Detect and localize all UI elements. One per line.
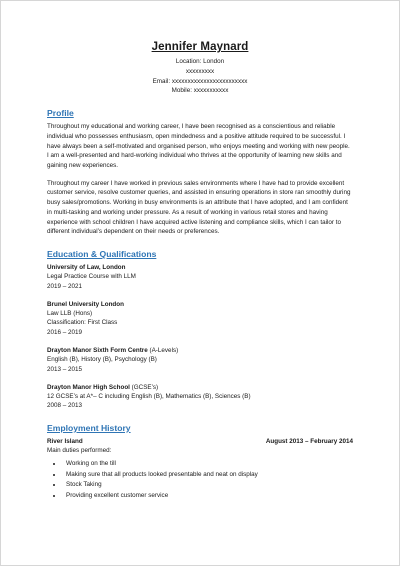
education-institution-line [47,346,353,355]
education-entry [47,346,353,374]
profile-paragraph: Throughout my career I have worked in previous sales environments where I have had to provide excellent customer service, resolve customer queries, and assisted in ensuring operations in store ran smoothly during busy sales/promotions. Working in busy environments is an attribute that I have adopted, and I am confident in multi-tasking and working under pressure. As a result of working in various retail stores and having experience with school children I have acquired active listening and compliance skills, which I can tailor to different individual’s dependent on their needs or preferences. [47,179,351,236]
institution-name: Drayton Manor High School [47,383,130,391]
institution-name: Brunel University London [47,300,124,308]
education-institution-line [47,300,353,309]
masked-contact-line: xxxxxxxxx [185,67,215,75]
employment-dates: August 2013 – February 2014 [265,437,353,445]
duties-list [47,459,353,501]
duty-item: • Working on the till [63,459,353,469]
qualification-line: Law LLB (Hons) [47,310,93,318]
institution-suffix: (A-Levels) [147,347,179,354]
profile-heading: Profile [47,108,74,119]
education-heading: Education & Qualifications [47,248,157,259]
institution-suffix: (GCSE’s) [129,383,159,391]
education-institution-line [47,263,353,272]
profile-paragraph: Throughout my educational and working career, I have been recognised as a conscientious and reliable individual who possesses enthusiasm, open mindedness and a positive attitude required to be successful. I have always been a self-motivated and organised person, who enjoys meeting and working with new people. I am a well-presented and hard-working individual who thrives at the opportunity of learning new skills and gaining new experiences. [47,123,350,169]
institution-name: University of Law, London [47,263,126,271]
classification-line: Classification: First Class [47,319,118,327]
duty-item: • Stock Taking [63,480,353,490]
qualification-line: Legal Practice Course with LLM [47,273,136,281]
education-entry [47,263,353,291]
duty-item: • Providing excellent customer service [63,491,353,501]
employer-name: River Island [47,437,83,445]
education-years: 2016 – 2019 [47,328,83,336]
job-header-row [47,437,353,446]
cv-header [47,41,353,96]
education-years: 2008 – 2013 [47,402,83,410]
mobile-line: Mobile: xxxxxxxxxxx [171,87,229,95]
employment-heading: Employment History [47,422,131,433]
duty-item: • Making sure that all products looked presentable and neat on display [63,470,353,480]
qualification-line: English (B), History (B), Psychology (B) [47,356,157,364]
education-institution-line [47,383,353,392]
institution-name: Drayton Manor Sixth Form Centre [47,347,148,354]
location-line: Location: London [175,58,225,65]
email-line: Email: xxxxxxxxxxxxxxxxxxxxxxxx [152,77,248,85]
candidate-name: Jennifer Maynard [151,41,249,53]
education-entry [47,300,353,337]
job-entry [47,437,353,501]
duties-label: Main duties performed: [47,447,112,455]
education-years: 2019 – 2021 [47,282,83,290]
qualification-line: 12 GCSE’s at A*– C including English (B), Mathematics (B), Sciences (B) [47,393,251,401]
education-years: 2013 – 2015 [47,365,83,373]
education-entry [47,383,353,411]
